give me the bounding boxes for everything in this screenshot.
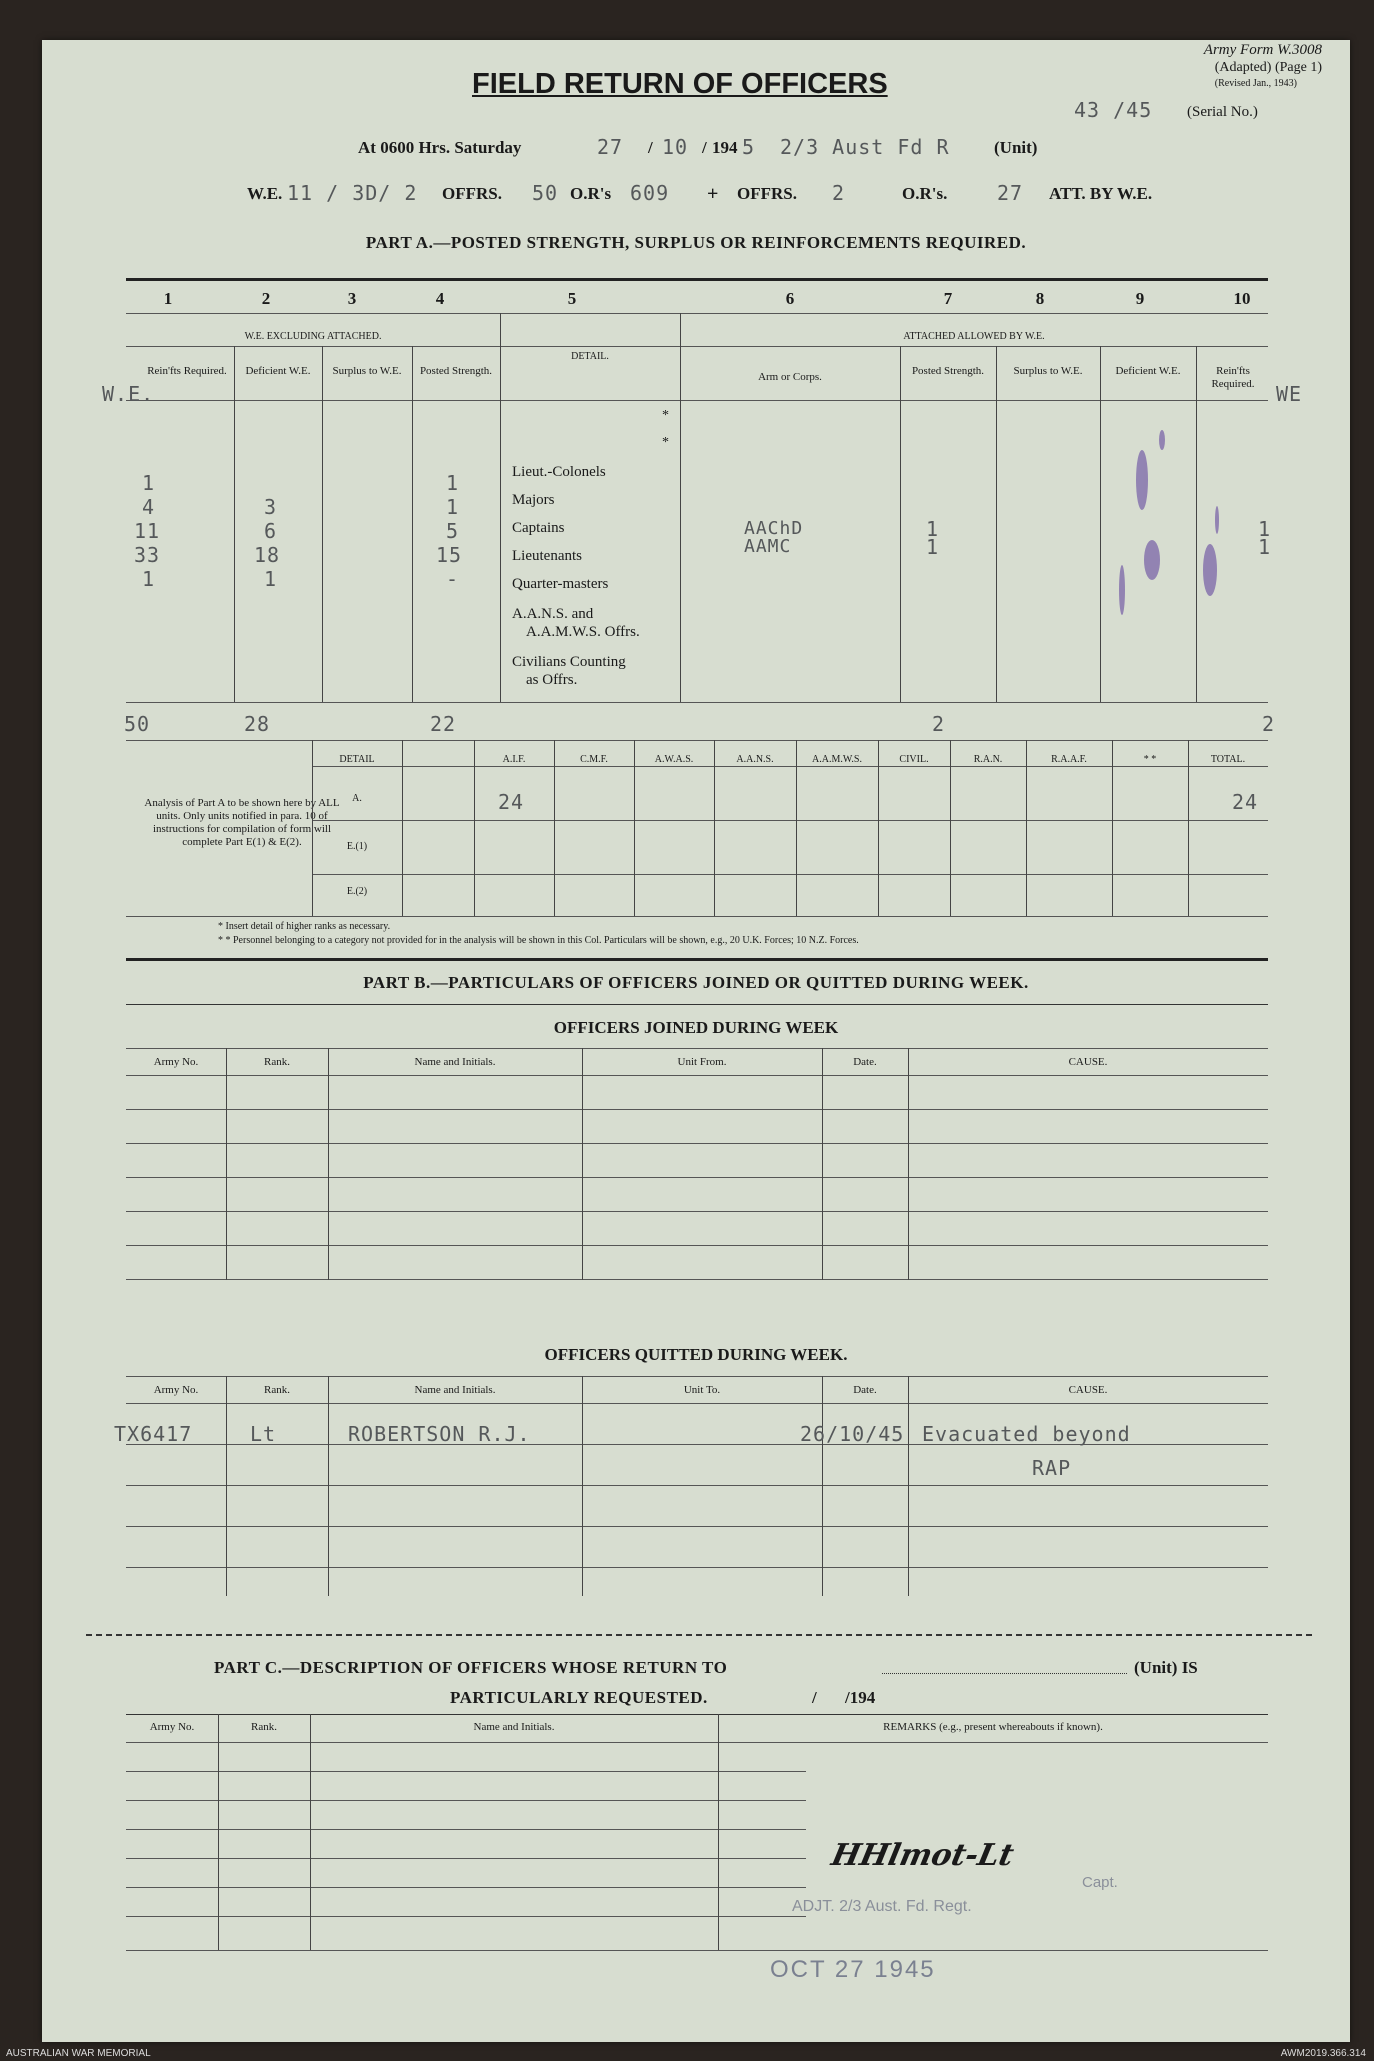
rule	[126, 1048, 1268, 1049]
rule	[126, 1376, 1268, 1377]
col-divider	[1188, 740, 1189, 916]
star-marker: *	[662, 408, 669, 423]
rank-label: A.A.M.W.S. Offrs.	[526, 624, 640, 640]
col-number: 7	[943, 289, 953, 308]
detail-header: DETAIL.	[571, 351, 609, 362]
quitted-rank: Lt	[250, 1422, 277, 1446]
analysis-header: * *	[1143, 754, 1157, 765]
c10-header: Rein'fts Required.	[1211, 365, 1255, 390]
ors-value: 609	[630, 181, 670, 205]
col-divider	[554, 740, 555, 916]
rule	[126, 1950, 1268, 1951]
part-c-title: PART C.—DESCRIPTION OF OFFICERS WHOSE RETURN TO	[214, 1658, 728, 1677]
col-divider	[900, 346, 901, 702]
part-b-title: PART B.—PARTICULARS OF OFFICERS JOINED OR QUITTED DURING WEEK.	[363, 973, 1029, 992]
analysis-header: TOTAL.	[1210, 754, 1246, 765]
ors-label: O.R's	[570, 184, 612, 203]
col-number: 9	[1135, 289, 1145, 308]
posted-value-cell: 1	[446, 495, 460, 519]
att-posted-cell: 1	[926, 535, 940, 559]
att-posted-cell: 1	[926, 517, 940, 541]
col-divider	[474, 740, 475, 916]
analysis-header: CIVIL.	[899, 754, 929, 765]
quitted-cause: RAP	[1032, 1456, 1072, 1480]
analysis-header: A.W.A.S.	[654, 754, 694, 765]
analysis-header: R.A.A.F.	[1051, 754, 1087, 765]
col-divider	[822, 1048, 823, 1280]
form-sheet	[42, 40, 1350, 2042]
col-divider	[634, 740, 635, 916]
quitted-header: Army No.	[153, 1384, 199, 1396]
rule	[126, 1714, 1268, 1715]
serial-value: 43 /45	[1074, 98, 1153, 122]
capt-stamp: Capt.	[1082, 1874, 1118, 1891]
rule	[126, 1742, 1268, 1743]
attached-allowed-header: ATTACHED ALLOWED BY W.E.	[903, 331, 1045, 342]
col-number: 6	[785, 289, 795, 308]
quitted-cause: Evacuated beyond	[922, 1422, 1131, 1446]
footer-right: AWM2019.366.314	[1280, 2048, 1366, 2059]
deficient-value-cell: 6	[264, 519, 278, 543]
c4-header: Posted Strength.	[419, 365, 493, 377]
arm-corps-cell: AAChD	[744, 518, 804, 539]
joined-header: Date.	[853, 1056, 877, 1068]
at-label: At 0600 Hrs. Saturday	[358, 138, 522, 157]
col-divider	[1100, 346, 1101, 702]
part-c-title-2: PARTICULARLY REQUESTED.	[450, 1688, 708, 1707]
col-number: 1	[163, 289, 173, 308]
part-c-header: Rank.	[251, 1721, 277, 1733]
rule	[126, 346, 1268, 347]
part-c-header: Army No.	[149, 1721, 195, 1733]
we-label: W.E.	[247, 184, 283, 203]
date-stamp: OCT 27 1945	[770, 1956, 936, 1983]
rule	[126, 1829, 806, 1830]
we-value-cell: 1	[142, 471, 156, 495]
rule	[126, 1279, 1268, 1280]
rule	[126, 740, 1268, 741]
quitted-header: Unit To.	[683, 1384, 721, 1396]
rank-label: Majors	[512, 492, 555, 508]
we-excluding-header: W.E. EXCLUDING ATTACHED.	[244, 331, 382, 342]
analysis-header: DETAIL	[339, 754, 375, 765]
deficient-value-cell: 1	[264, 567, 278, 591]
quitted-title: OFFICERS QUITTED DURING WEEK.	[544, 1345, 848, 1364]
att-label: ATT. BY W.E.	[1049, 184, 1153, 203]
adapted-label: (Adapted) (Page 1)	[1214, 60, 1322, 75]
col-divider	[718, 1714, 719, 1950]
unit-label: (Unit)	[994, 138, 1038, 157]
part-c-header: Name and Initials.	[473, 1721, 555, 1733]
star-marker: *	[662, 435, 669, 450]
part-a-title: PART A.—POSTED STRENGTH, SURPLUS OR REINFORCEMENTS REQUIRED.	[365, 233, 1027, 252]
rule	[126, 1485, 1268, 1486]
rank-label: Quarter-masters	[512, 576, 609, 592]
col-divider	[402, 740, 403, 916]
plus-sign: +	[707, 183, 719, 205]
col-divider	[950, 740, 951, 916]
part-c-date: / /194	[812, 1688, 876, 1707]
analysis-row-label: A.	[352, 793, 362, 804]
rank-label: as Offrs.	[526, 672, 578, 688]
col-divider	[310, 1714, 311, 1950]
rule	[126, 702, 1268, 703]
quitted-name: ROBERTSON R.J.	[348, 1422, 531, 1446]
we-right-label: WE	[1276, 382, 1303, 406]
col-divider	[1112, 740, 1113, 916]
col-divider	[680, 313, 681, 702]
c3-header: Surplus to W.E.	[332, 365, 402, 377]
ors2-value: 27	[997, 181, 1024, 205]
rank-label: Captains	[512, 520, 565, 536]
col-divider	[796, 740, 797, 916]
adjt-stamp: ADJT. 2/3 Aust. Fd. Regt.	[792, 1898, 972, 1915]
joined-header: CAUSE.	[1068, 1056, 1108, 1068]
c1-header: Rein'fts Required.	[147, 365, 227, 377]
c9-header: Deficient W.E.	[1115, 365, 1181, 377]
col-divider	[908, 1048, 909, 1280]
col-divider	[996, 346, 997, 702]
c8-header: Surplus to W.E.	[1013, 365, 1083, 377]
we-value-cell: 33	[134, 543, 161, 567]
joined-header: Rank.	[264, 1056, 290, 1068]
offrs-value: 50	[532, 181, 559, 205]
col-divider	[328, 1376, 329, 1596]
rule	[126, 1567, 1268, 1568]
col-divider	[582, 1376, 583, 1596]
quitted-army-no: TX6417	[114, 1422, 193, 1446]
month-value: 10	[662, 135, 689, 159]
slash-2: /	[702, 138, 707, 157]
rule	[126, 1211, 1268, 1212]
c6-header: Arm or Corps.	[758, 371, 822, 383]
rule	[126, 1858, 806, 1859]
we-value: 11 / 3D/ 2	[287, 181, 418, 205]
analysis-row-label: E.(1)	[346, 841, 368, 852]
total-c10: 2	[1262, 712, 1276, 736]
col-number: 5	[567, 289, 577, 308]
col-number: 8	[1035, 289, 1045, 308]
part-c-title-end: (Unit) IS	[1134, 1658, 1198, 1677]
c2-header: Deficient W.E.	[245, 365, 311, 377]
total-c7: 2	[932, 712, 946, 736]
c7-header: Posted Strength.	[911, 365, 985, 377]
col-divider	[226, 1048, 227, 1280]
footer-left: AUSTRALIAN WAR MEMORIAL	[6, 2048, 151, 2059]
col-divider	[328, 1048, 329, 1280]
rule	[126, 313, 1268, 314]
total-a-value: 24	[1232, 790, 1259, 814]
ink-smudge	[1102, 410, 1272, 650]
arm-corps-cell: AAMC	[744, 536, 792, 557]
rule	[126, 1887, 806, 1888]
perforation-line	[86, 1634, 1312, 1636]
col-divider	[500, 313, 501, 702]
posted-value-cell: 5	[446, 519, 460, 543]
col-divider	[714, 740, 715, 916]
revised-label: (Revised Jan., 1943)	[1214, 78, 1297, 89]
part-a-top-rule	[126, 278, 1268, 281]
rank-label: Civilians Counting	[512, 654, 626, 670]
year-suffix: 5	[742, 135, 756, 159]
col-divider	[226, 1376, 227, 1596]
analysis-header: C.M.F.	[580, 754, 608, 765]
quitted-date: 26/10/45	[800, 1422, 905, 1446]
total-c2: 28	[244, 712, 271, 736]
offrs2-value: 2	[832, 181, 846, 205]
analysis-header: A.A.M.W.S.	[812, 754, 862, 765]
joined-header: Unit From.	[677, 1056, 727, 1068]
col-number: 4	[435, 289, 445, 308]
deficient-value-cell: 18	[254, 543, 281, 567]
part-c-header: REMARKS (e.g., present whereabouts if known).	[883, 1721, 1103, 1733]
col-number: 2	[261, 289, 271, 308]
rule	[312, 874, 1268, 875]
rule	[126, 1177, 1268, 1178]
signature: HHlmot-Lt	[828, 1838, 1017, 1873]
deficient-value-cell: 3	[264, 495, 278, 519]
rank-label: A.A.N.S. and	[512, 606, 594, 622]
analysis-note: Analysis of Part A to be shown here by ALL units. Only units notified in para. 10 of instructions for compilation of form will complete Part E(1) & E(2).	[144, 797, 340, 848]
we-value-cell: 1	[142, 567, 156, 591]
part-b-top-rule	[126, 958, 1268, 961]
offrs-label: OFFRS.	[442, 184, 502, 203]
analysis-row-label: E.(2)	[346, 886, 368, 897]
posted-value-cell: 15	[436, 543, 463, 567]
we-left-label: W.E.	[102, 382, 155, 406]
aif-a-value: 24	[498, 790, 525, 814]
quitted-header: Date.	[853, 1384, 877, 1396]
joined-header: Army No.	[153, 1056, 199, 1068]
total-c4: 22	[430, 712, 457, 736]
part-c-blank	[882, 1673, 1127, 1674]
rule	[126, 1403, 1268, 1404]
unit-value: 2/3 Aust Fd R	[780, 135, 950, 159]
col-divider	[322, 346, 323, 702]
col-divider	[878, 740, 879, 916]
col-divider	[1026, 740, 1027, 916]
rule	[126, 1109, 1268, 1110]
rule	[312, 820, 1268, 821]
quitted-header: Rank.	[264, 1384, 290, 1396]
ors2-label: O.R's.	[902, 184, 948, 203]
rule	[126, 1245, 1268, 1246]
day-value: 27	[597, 135, 624, 159]
slash-1: /	[648, 138, 653, 157]
posted-value-cell: 1	[446, 471, 460, 495]
analysis-header: A.A.N.S.	[736, 754, 774, 765]
att-reinf-cell: 1	[1258, 535, 1272, 559]
posted-value-cell: -	[446, 567, 460, 591]
rule	[126, 1916, 806, 1917]
col-divider	[822, 1376, 823, 1596]
footnote-2: * * Personnel belonging to a category not provided for in the analysis will be shown in this Col. Particulars will be shown, e.g., 20 U.K. Forces; 10 N.Z. Forces.	[218, 935, 859, 946]
rule	[126, 1143, 1268, 1144]
col-number: 10	[1233, 289, 1251, 308]
footnote-1: * Insert detail of higher ranks as necessary.	[218, 921, 391, 932]
rule	[126, 1526, 1268, 1527]
analysis-header: A.I.F.	[502, 754, 526, 765]
army-form-label: Army Form W.3008	[1203, 42, 1322, 58]
total-c1: 50	[124, 712, 151, 736]
year-prefix: 194	[712, 138, 738, 157]
col-divider	[412, 346, 413, 702]
quitted-header: CAUSE.	[1068, 1384, 1108, 1396]
rule	[126, 1771, 806, 1772]
rank-label: Lieutenants	[512, 548, 582, 564]
we-value-cell: 4	[142, 495, 156, 519]
analysis-header: R.A.N.	[973, 754, 1003, 765]
serial-label: (Serial No.)	[1187, 104, 1258, 120]
rule	[126, 916, 1268, 917]
we-value-cell: 11	[134, 519, 161, 543]
rank-label: Lieut.-Colonels	[512, 464, 606, 480]
rule	[126, 1004, 1268, 1005]
offrs2-label: OFFRS.	[737, 184, 797, 203]
form-title: FIELD RETURN OF OFFICERS	[472, 68, 888, 100]
quitted-header: Name and Initials.	[414, 1384, 496, 1396]
rule	[126, 1075, 1268, 1076]
joined-title: OFFICERS JOINED DURING WEEK	[553, 1018, 839, 1037]
rule	[126, 400, 1268, 401]
col-number: 3	[347, 289, 357, 308]
rule	[312, 766, 1268, 767]
col-divider	[218, 1714, 219, 1950]
att-reinf-cell: 1	[1258, 517, 1272, 541]
rule	[126, 1800, 806, 1801]
joined-header: Name and Initials.	[414, 1056, 496, 1068]
col-divider	[908, 1376, 909, 1596]
col-divider	[582, 1048, 583, 1280]
col-divider	[234, 346, 235, 702]
